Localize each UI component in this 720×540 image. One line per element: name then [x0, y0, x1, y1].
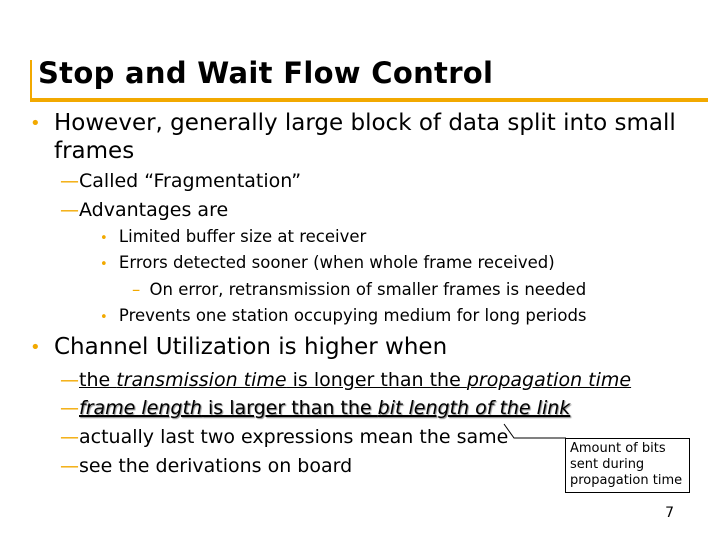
dash-marker: — [60, 199, 79, 221]
bullet-1-line2: frames [54, 138, 135, 164]
text-transmission-time: transmission time [116, 369, 287, 391]
subsub-item-buffer [100, 227, 366, 249]
minus-marker: – [132, 280, 141, 299]
subsub-text: Limited buffer size at receiver [118, 227, 367, 246]
text-longer: is longer than the [286, 369, 467, 391]
subsub-item-prevents [100, 306, 587, 328]
page-number: 7 [665, 505, 674, 521]
sub-item-advantages [60, 199, 228, 221]
dash-marker: — [60, 455, 79, 477]
text-bit-length: bit length of the link [377, 397, 571, 419]
bullet-1-line1: However, generally large block of data split into small [54, 110, 676, 136]
bullet-marker: • [100, 257, 108, 272]
slide-title: Stop and Wait Flow Control [38, 56, 494, 90]
text-propagation-time: propagation time [466, 369, 632, 391]
sub-item-derivations [60, 455, 352, 477]
dash-marker: — [60, 426, 79, 448]
title-underline [30, 98, 708, 102]
sub-item-text: Called “Fragmentation” [79, 170, 302, 192]
bullet-1-marker: • [30, 113, 41, 134]
callout-line3: propagation time [570, 473, 683, 488]
sub-item-text: see the derivations on board [79, 455, 353, 477]
callout-connector [500, 420, 570, 460]
dash-marker: — [60, 397, 79, 419]
subsub-item-retransmission [132, 280, 586, 300]
callout-line1: Amount of bits [570, 441, 666, 456]
bullet-2-line1: Channel Utilization is higher when [54, 334, 448, 360]
dash-marker: — [60, 170, 79, 192]
subsub-item-errors [100, 253, 555, 275]
subsub-text: Prevents one station occupying medium for long periods [118, 306, 587, 325]
subsub-text: On error, retransmission of smaller frames is needed [149, 280, 587, 299]
subsub-text: Errors detected sooner (when whole frame received) [118, 253, 555, 272]
callout-box [565, 438, 690, 493]
bullet-marker: • [100, 231, 108, 246]
sub-item-fragmentation [60, 170, 301, 192]
title-left-rule [30, 60, 32, 102]
sub-item-same [60, 426, 508, 448]
bullet-marker: • [100, 310, 108, 325]
sub-item-transmission-time [60, 369, 631, 391]
text-larger: is larger than the [201, 397, 378, 419]
text-frame-length: frame length [79, 397, 202, 419]
text-the: the [79, 369, 117, 391]
callout-line2: sent during [570, 457, 645, 472]
bullet-2-marker: • [30, 337, 41, 358]
sub-item-frame-length [60, 397, 570, 419]
sub-item-text: actually last two expressions mean the same [79, 426, 509, 448]
dash-marker: — [60, 369, 79, 391]
sub-item-text: Advantages are [79, 199, 229, 221]
